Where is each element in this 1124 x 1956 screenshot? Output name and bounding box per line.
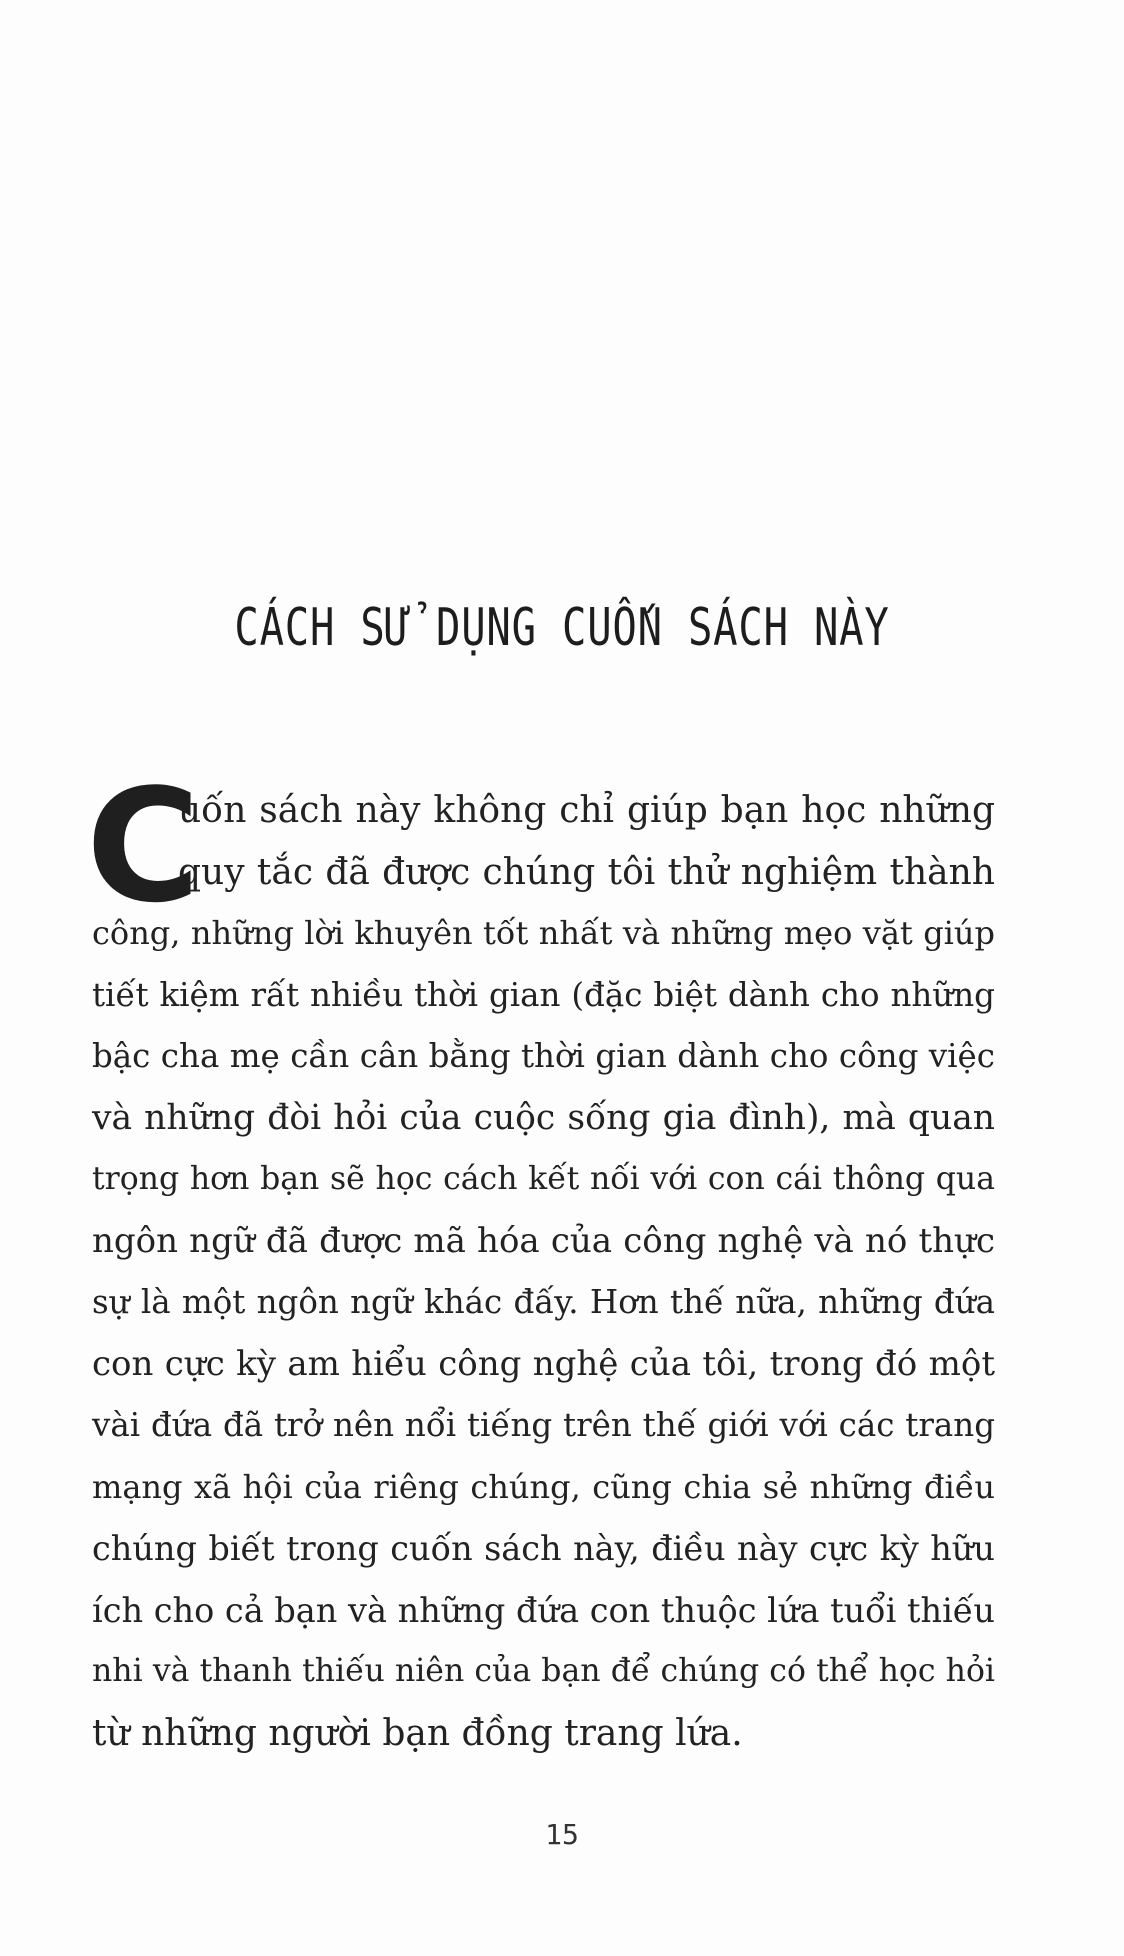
- paragraph-line: và những đòi hỏi của cuộc sống gia đình), mà quan: [92, 1097, 995, 1138]
- paragraph-line: tiết kiệm rất nhiều thời gian (đặc biệt dành cho những: [92, 975, 995, 1014]
- paragraph-line: sự là một ngôn ngữ khác đấy. Hơn thế nữa, những đứa: [92, 1283, 995, 1321]
- paragraph-line: quy tắc đã được chúng tôi thử nghiệm thành: [178, 851, 995, 893]
- chapter-heading: CÁCH SỬ DỤNG CUỐN SÁCH NÀY: [234, 598, 890, 658]
- paragraph-line: từ những người bạn đồng trang lứa.: [92, 1712, 743, 1754]
- show-through-text: [180, 210, 190, 245]
- paragraph-line: vài đứa đã trở nên nổi tiếng trên thế giới với các trang: [92, 1406, 995, 1444]
- drop-cap: C: [86, 755, 201, 937]
- paragraph-line: nhi và thanh thiếu niên của bạn để chúng có thể học hỏi: [92, 1653, 995, 1689]
- body-paragraph: [86, 755, 995, 1764]
- paragraph-line: ích cho cả bạn và những đứa con thuộc lứa tuổi thiếu: [92, 1590, 995, 1630]
- page-number: 15: [545, 1818, 579, 1851]
- paragraph-line: uốn sách này không chỉ giúp bạn học những: [178, 790, 995, 831]
- paragraph-line: con cực kỳ am hiểu công nghệ của tôi, trong đó một: [92, 1343, 995, 1384]
- paragraph-line: bậc cha mẹ cần cân bằng thời gian dành cho công việc: [92, 1037, 995, 1075]
- paragraph-line: mạng xã hội của riêng chúng, cũng chia sẻ những điều: [92, 1467, 995, 1506]
- paragraph-line: trọng hơn bạn sẽ học cách kết nối với con cái thông qua: [92, 1161, 995, 1197]
- paragraph-line: công, những lời khuyên tốt nhất và những mẹo vặt giúp: [92, 914, 995, 952]
- paragraph-line: ngôn ngữ đã được mã hóa của công nghệ và nó thực: [92, 1220, 995, 1261]
- paragraph-line: chúng biết trong cuốn sách này, điều này cực kỳ hữu: [92, 1529, 995, 1568]
